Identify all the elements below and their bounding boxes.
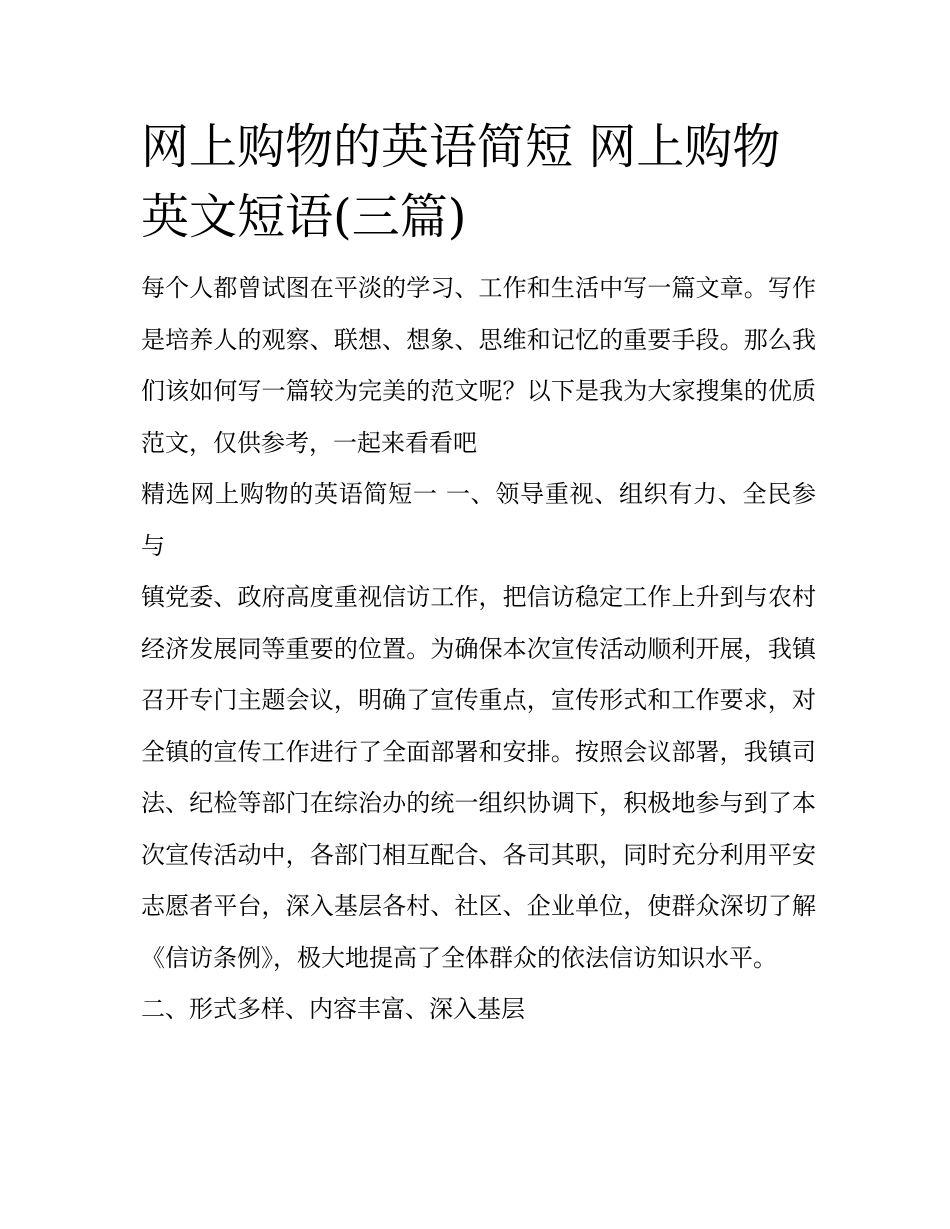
- subheading: 二、形式多样、内容丰富、深入基层: [141, 995, 525, 1023]
- document-content: [141, 112, 816, 1036]
- document-title: 网上购物的英语简短 网上购物英文短语(三篇): [141, 119, 781, 245]
- intro-paragraph: 每个人都曾试图在平淡的学习、工作和生活中写一篇文章。写作是培养人的观察、联想、想象、思维和记忆的重要手段。那么我们该如何写一篇较为完美的范文呢？以下是我为大家搜集的优质范文，仅供参考，一起来看看吧: [141, 274, 816, 457]
- section-heading: 精选网上购物的英语简短一 一、领导重视、组织有力、全民参与: [141, 480, 816, 560]
- body-paragraph: 镇党委、政府高度重视信访工作，把信访稳定工作上升到与农村经济发展同等重要的位置。为确保本次宣传活动顺利开展，我镇召开专门主题会议，明确了宣传重点，宣传形式和工作要求，对全镇的宣传工作进行了全面部署和安排。按照会议部署，我镇司法、纪检等部门在综治办的统一组织协调下，积极地参与到了本次宣传活动中，各部门相互配合、各司其职，同时充分利用平安志愿者平台，深入基层各村、社区、企业单位，使群众深切了解《信访条例》，极大地提高了全体群众的依法信访知识水平。: [141, 583, 816, 972]
